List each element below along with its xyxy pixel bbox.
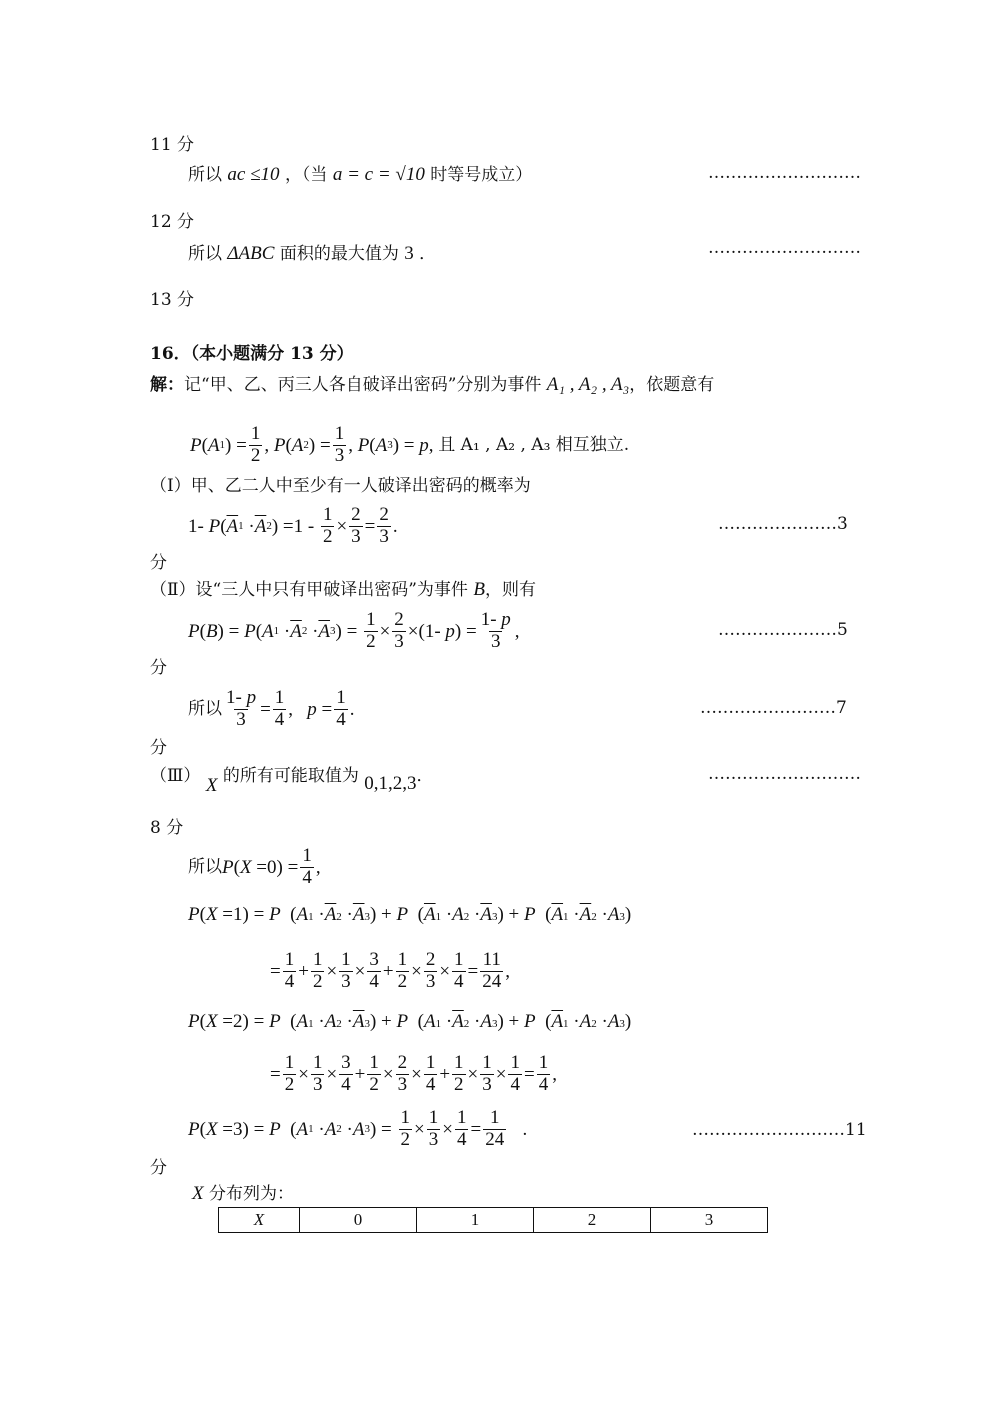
dots-leader-1: ……………………… bbox=[708, 163, 861, 183]
caption-variable-x: X bbox=[192, 1183, 204, 1204]
so-label-2: 所以 bbox=[188, 856, 222, 877]
area-mid: 面积的最大值为 bbox=[279, 244, 399, 264]
caption-text: 分布列为： bbox=[209, 1184, 295, 1204]
score-fen-7: 分 bbox=[150, 738, 167, 758]
part-2-statement bbox=[150, 580, 536, 599]
part-3-text: 的所有可能取值为 bbox=[222, 766, 359, 786]
ac-expression: ac ≤10 bbox=[227, 164, 280, 185]
variable-x: X bbox=[205, 775, 218, 796]
dots-leader-8: ……………………… bbox=[708, 764, 861, 784]
part-2-text-c: ，则有 bbox=[484, 580, 536, 600]
score-fen-3: 分 bbox=[150, 553, 167, 573]
distribution-caption bbox=[192, 1184, 294, 1203]
so-label-1: 所以 bbox=[188, 698, 222, 719]
score-marker-13: 13 分 bbox=[150, 290, 195, 310]
solution-text: 记“甲、乙、丙三人各自破译出密码”分别为事件 bbox=[184, 375, 542, 395]
p-x-2-line2: = $\frac{1}{2}$ × $\frac{1}{3}$ × $\frac{3}{4}$ + $\frac{1}{2}$ × $\frac{2}{3}$ × $\frac{1}{4}$ + $\frac{1}{2}$ × $\frac{1}{3}$ × $\frac{1}{4}$ = $\frac{1}{4}$ , bbox=[270, 1052, 557, 1095]
score-fen-5: 分 bbox=[150, 658, 167, 678]
table-cell: 3 bbox=[651, 1208, 768, 1233]
ac-equality-condition: a = c = √10 bbox=[332, 164, 425, 185]
part-1-formula: 1- P ( $\overline{A}$ 1 · $\overline{A}$ 2 ) =1 - $\frac{1}{2}$ × $\frac{2}{3}$ = $\frac{2}{3}$ . bbox=[188, 504, 398, 547]
events-a1-a2-a3: A₁ , A₂ , A₃ bbox=[546, 374, 630, 395]
dots-leader-5: …………………5 bbox=[718, 620, 848, 640]
problem-16-heading bbox=[150, 346, 354, 363]
score-marker-8: 8 分 bbox=[150, 818, 184, 838]
p-x-3-formula: P ( X =3) = P ( A 1 · A 2 · A 3 ) = $\frac{1}{2}$ × $\frac{1}{3}$ × $\frac{1}{4}$ = $\frac{1}{24}$ . bbox=[188, 1107, 528, 1150]
dots-leader-11: ………………………11 bbox=[692, 1120, 867, 1140]
table-cell: X bbox=[219, 1208, 300, 1233]
part-2-text-a: （Ⅱ）设“三人中只有甲破译出密码”为事件 bbox=[150, 580, 468, 600]
p-x-2-line1: P(X =2) = P $(A1 \cdot A2 \cdot\overline{A}3) + P$ $(A1 \cdot\overline{A}2 \cdot A3) + P$ $(\overline{A}1 \cdot A2 \cdot A3)$ bbox=[188, 1011, 632, 1032]
part-3-statement bbox=[150, 766, 434, 796]
area-value: 3 bbox=[404, 243, 414, 264]
problem-score-note: （本小题满分 13 分） bbox=[190, 344, 354, 364]
solution-tail: ，依题意有 bbox=[629, 375, 715, 395]
score-marker-12: 12 分 bbox=[150, 212, 195, 232]
part-3-label: （Ⅲ） bbox=[150, 766, 201, 786]
score-marker-11: 11 分 bbox=[150, 135, 195, 155]
problem-number: 16． bbox=[150, 344, 191, 364]
x-values: 0,1,2,3 bbox=[364, 773, 417, 794]
score-fen-11: 分 bbox=[150, 1158, 167, 1178]
dots-leader-3: …………………3 bbox=[718, 514, 848, 534]
p-x-0-formula: 所以 P ( X =0) = $\frac{1}{4}$ , bbox=[188, 845, 321, 888]
triangle-label: ΔABC bbox=[227, 243, 275, 264]
area-max-line bbox=[188, 244, 436, 263]
ac-inequality-line bbox=[188, 165, 532, 184]
area-prefix: 所以 bbox=[188, 244, 222, 264]
ac-paren-open: ，（当 bbox=[284, 165, 328, 185]
event-b: B bbox=[473, 579, 485, 600]
part-1-statement: （Ⅰ）甲、乙二人中至少有一人破译出密码的概率为 bbox=[150, 476, 531, 496]
solution-label: 解： bbox=[150, 375, 184, 395]
table-cell: 0 bbox=[300, 1208, 417, 1233]
ac-prefix: 所以 bbox=[188, 165, 222, 185]
part-2-formula: P ( B ) = P ( A 1 · $\overline{A}$ 2 · $\overline{A}$ 3 ) = $\frac{1}{2}$ × $\frac{2}{3}$ ×(1- p ) = $\frac{1- p}{3}$ , bbox=[188, 609, 520, 652]
table-cell: 2 bbox=[534, 1208, 651, 1233]
table-row bbox=[219, 1208, 768, 1233]
table-cell: 1 bbox=[417, 1208, 534, 1233]
dots-leader-2: ……………………… bbox=[708, 238, 861, 258]
probability-definitions: P ( A 1 ) = $\frac{1}{2}$ , P ( A 2 ) = $\frac{1}{3}$ , P ( A 3 ) = p , 且 A₁ , A₂ , A₃ 相互独立. bbox=[190, 423, 630, 466]
p-x-1-line2: = $\frac{1}{4}$ + $\frac{1}{2}$ × $\frac{1}{3}$ × $\frac{3}{4}$ + $\frac{1}{2}$ × $\frac{2}{3}$ × $\frac{1}{4}$ = $\frac{11}{24}$ , bbox=[270, 949, 510, 992]
solve-p-formula: 所以 $\frac{1- p}{3}$ = $\frac{1}{4}$ , p = $\frac{1}{4}$ . bbox=[188, 687, 355, 730]
dots-leader-7: ……………………7 bbox=[700, 698, 847, 718]
ac-suffix: 时等号成立） bbox=[430, 165, 533, 185]
p-x-1-line1: P(X =1) = P $(A1 \cdot\overline{A}2 \cdot\overline{A}3) + P$ $(\overline{A}1 \cdot A2 \cdot\overline{A}3) + P$ $(\overline{A}1 \cdot\overline{A}2 \cdot A3)$ bbox=[188, 904, 632, 925]
solution-intro bbox=[150, 375, 714, 394]
part-3-end: ． bbox=[416, 766, 434, 786]
independence-note: 且 A₁ , A₂ , A₃ 相互独立. bbox=[438, 434, 630, 455]
area-end: ． bbox=[419, 244, 437, 264]
distribution-table bbox=[218, 1207, 768, 1233]
